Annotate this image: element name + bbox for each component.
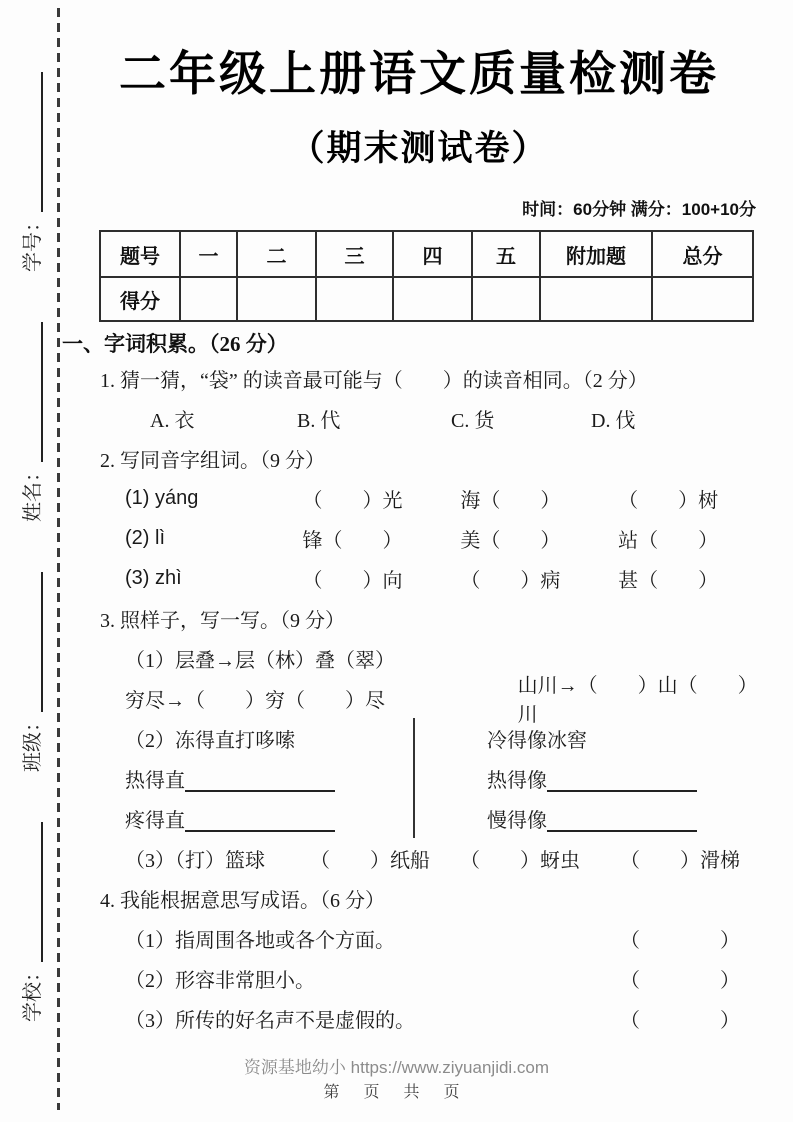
q3-part1-left: 穷尽→（ ）穷（ ）尽 [125, 689, 385, 712]
exam-content [62, 0, 776, 1038]
q4-answer-blank: （ ） [620, 1009, 740, 1032]
field-class-label: 班级： [21, 712, 44, 772]
score-header-cell: 附加题 [540, 231, 652, 277]
q3-part1-right: 山川→（ ）山（ ）川 [517, 675, 758, 726]
q2-word-blank: 美（ ） [460, 529, 561, 552]
page-subtitle: （期末测试卷） [289, 129, 549, 168]
blank-line [185, 804, 335, 832]
field-school-label: 学校： [21, 962, 44, 1022]
q3-part2-left-fill-2 [125, 798, 413, 838]
score-input-cell [393, 277, 472, 321]
q2-word-blank: 甚（ ） [618, 569, 719, 592]
q1-option-a: A. 衣 [150, 409, 195, 432]
fill-line [17, 822, 43, 962]
q4-item-text: （3）所传的好名声不是虚假的。 [125, 1009, 415, 1032]
score-table [99, 230, 754, 322]
q2-word-blank: 海（ ） [460, 489, 561, 512]
fill-label: 热得直 [125, 769, 185, 792]
q3-part3-blank: （ ）蚜虫 [460, 849, 580, 872]
score-header-cell: 二 [237, 231, 316, 277]
field-name-label: 姓名： [21, 462, 44, 522]
fill-line [17, 322, 43, 462]
score-header-cell: 题号 [100, 231, 180, 277]
q4-item-text: （2）形容非常胆小。 [125, 969, 315, 992]
q4-item-3 [125, 998, 740, 1038]
q2-word-blank: （ ）光 [302, 489, 403, 512]
score-header-cell: 总分 [652, 231, 753, 277]
q3-part1-example: （1）层叠→层（林）叠（翠） [125, 649, 395, 672]
fill-line [17, 572, 43, 712]
score-header-cell: 五 [472, 231, 540, 277]
score-input-cell [540, 277, 652, 321]
q4-item-2 [125, 958, 740, 998]
source-credit: 资源基地幼小 https://www.ziyuanjidi.com [243, 1058, 550, 1077]
q3-part3-blank: （ ）纸船 [310, 849, 430, 872]
q1-option-d: D. 伐 [591, 409, 636, 432]
q3-part2-right-example: 冷得像冰窖 [487, 729, 587, 752]
binding-dashed-line [57, 8, 60, 1110]
q3-part2 [125, 718, 776, 838]
fill-label: 热得像 [487, 769, 547, 792]
fill-line [17, 72, 43, 212]
page-title: 二年级上册语文质量检测卷 [119, 47, 719, 100]
score-input-cell [316, 277, 393, 321]
blank-line [547, 764, 697, 792]
q4-item-1 [125, 918, 740, 958]
q2-row-3 [125, 558, 776, 598]
q3-part3-blank: （ ）滑梯 [620, 849, 740, 872]
q1-options [150, 398, 776, 438]
q2-stem: 2. 写同音字组词。（9 分） [100, 449, 325, 472]
section-heading: 一、字词积累。（26 分） [62, 332, 288, 356]
field-name [16, 322, 45, 522]
q2-pinyin-2: (2) lì [125, 526, 165, 549]
score-table-score-row [100, 277, 753, 321]
score-header-cell: 四 [393, 231, 472, 277]
q3-part2-left-column [125, 718, 415, 838]
score-table-header-row [100, 231, 753, 277]
blank-line [185, 764, 335, 792]
q1-stem: 1. 猜一猜，“袋” 的读音最可能与（ ）的读音相同。（2 分） [100, 369, 648, 392]
q2-word-blank: （ ）病 [460, 569, 561, 592]
score-header-cell: 一 [180, 231, 237, 277]
q4-answer-blank: （ ） [620, 929, 740, 952]
field-class [16, 572, 45, 772]
q2-word-blank: 站（ ） [618, 529, 719, 552]
score-input-cell [472, 277, 540, 321]
student-info-rotated-strip [0, 0, 60, 1122]
q2-word-blank: （ ）向 [302, 569, 403, 592]
q2-word-blank: （ ）树 [618, 489, 719, 512]
page-footer [0, 1056, 793, 1104]
q2-pinyin-3: (3) zhì [125, 566, 182, 589]
score-input-cell [237, 277, 316, 321]
q2-word-blank: 锋（ ） [302, 529, 403, 552]
q1-option-c: C. 货 [451, 409, 495, 432]
q2-row-2 [125, 518, 776, 558]
field-school [16, 822, 45, 1022]
student-info-sidebar [0, 0, 60, 1122]
q1-option-b: B. 代 [297, 409, 341, 432]
q3-part3 [125, 838, 776, 878]
score-header-cell: 三 [316, 231, 393, 277]
q4-answer-blank: （ ） [620, 969, 740, 992]
q2-row-1 [125, 478, 776, 518]
q3-part1-exercise [125, 675, 776, 726]
q3-part2-left-fill-1 [125, 758, 413, 798]
field-student-id [16, 72, 45, 272]
q3-part2-right-column [415, 718, 697, 838]
q3-part3-example: （3）（打）篮球 [125, 849, 265, 872]
q4-item-text: （1）指周围各地或各个方面。 [125, 929, 395, 952]
field-student-id-label: 学号： [21, 212, 44, 272]
q2-pinyin-1: (1) yáng [125, 486, 199, 509]
q4-stem: 4. 我能根据意思写成语。（6 分） [100, 889, 385, 912]
score-input-cell [652, 277, 753, 321]
fill-label: 疼得直 [125, 809, 185, 832]
exam-meta: 时间：60分钟 满分：100+10分 [522, 200, 756, 219]
q3-part2-right-fill-1 [487, 758, 697, 798]
blank-line [547, 804, 697, 832]
fill-label: 慢得像 [487, 809, 547, 832]
score-row-label: 得分 [100, 277, 180, 321]
q3-part2-right-fill-2 [487, 798, 697, 838]
score-input-cell [180, 277, 237, 321]
q3-stem: 3. 照样子，写一写。（9 分） [100, 609, 345, 632]
page-number-info: 第 页 共 页 [323, 1084, 470, 1101]
q3-part2-left-example: （2）冻得直打哆嗦 [125, 729, 295, 752]
